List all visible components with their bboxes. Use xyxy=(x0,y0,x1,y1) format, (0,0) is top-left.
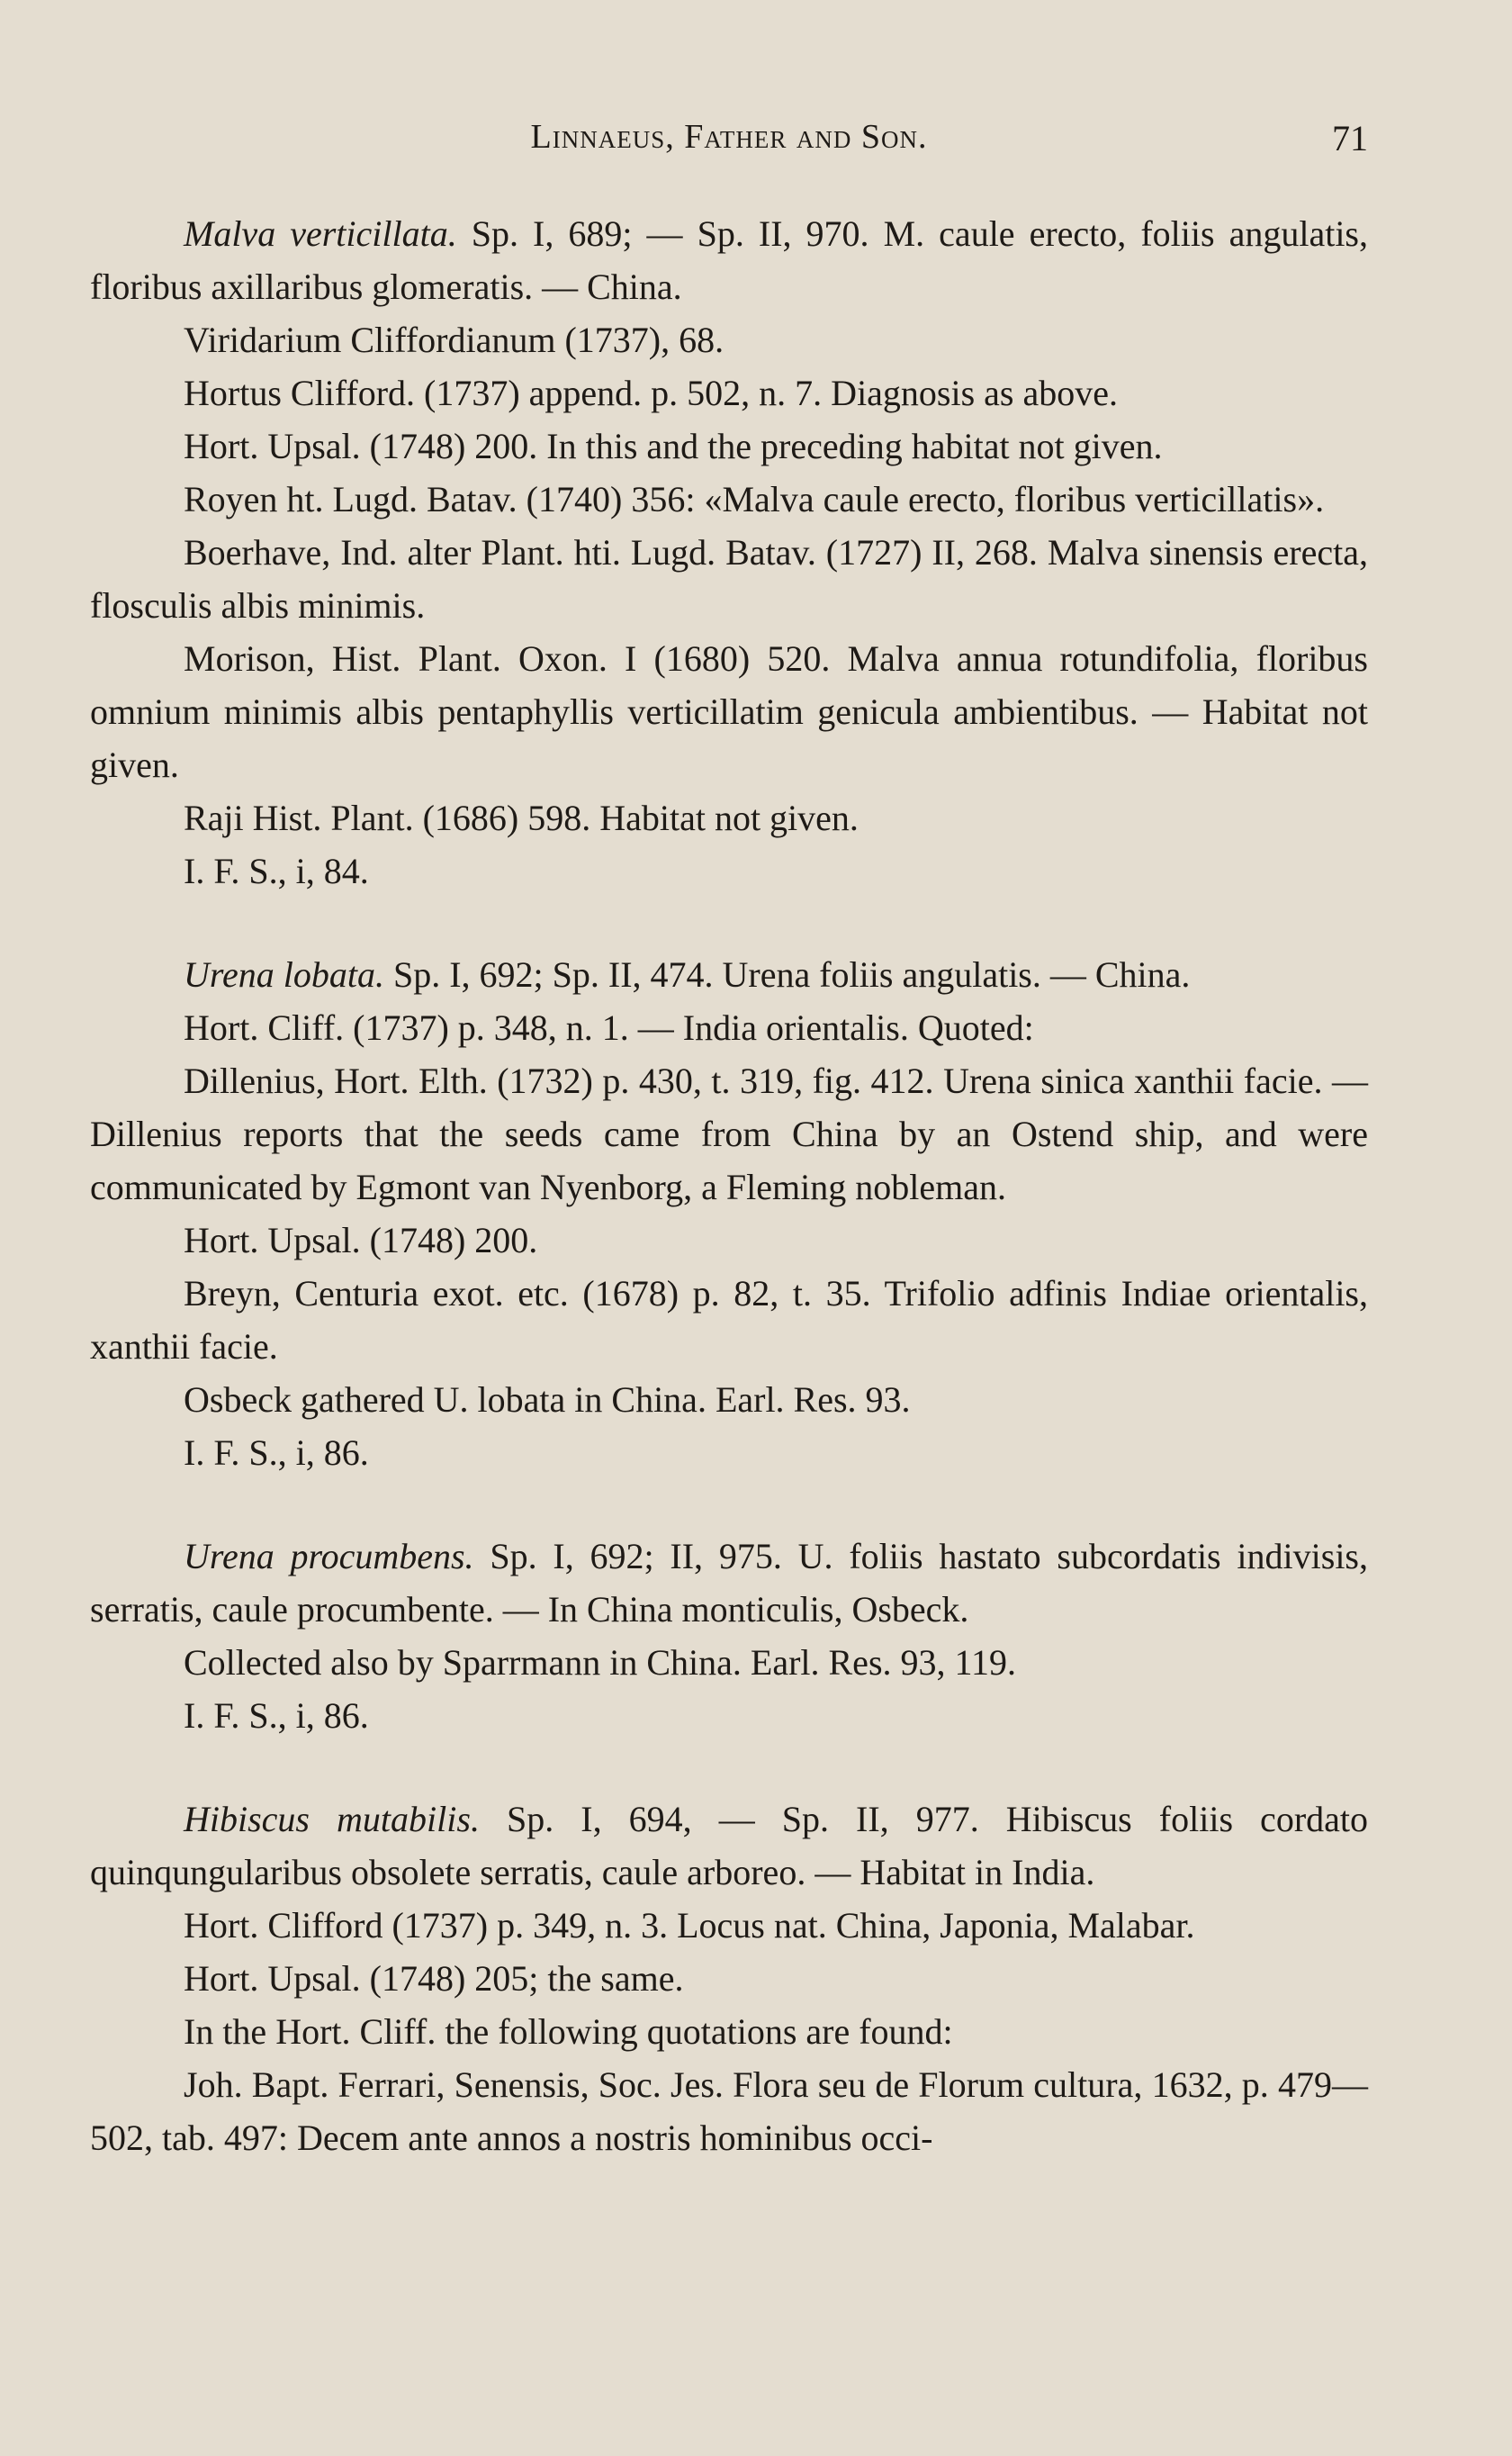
entry-urena-lobata xyxy=(90,948,1368,1479)
species-name: Hibiscus mutabilis. xyxy=(184,1799,480,1839)
entry-paragraph: I. F. S., i, 86. xyxy=(184,1432,369,1473)
page-body xyxy=(90,207,1368,2164)
page-header xyxy=(90,117,1368,171)
entry-paragraph xyxy=(90,1530,1368,1636)
entry-paragraph: Royen ht. Lugd. Batav. (1740) 356: «Malva caule erecto, floribus verticillatis». xyxy=(184,479,1325,519)
entry-hibiscus-mutabilis xyxy=(90,1792,1368,2164)
entry-paragraph: Hort. Upsal. (1748) 205; the same. xyxy=(184,1958,684,1999)
entry-paragraph xyxy=(90,1792,1368,1899)
entry-paragraph: In the Hort. Cliff. the following quotations are found: xyxy=(184,2011,953,2052)
species-name: Urena procumbens. xyxy=(184,1536,474,1576)
entry-paragraph: Morison, Hist. Plant. Oxon. I (1680) 520. Malva annua rotundifolia, floribus omnium minimis albis pentaphyllis verticillatim genicula ambientibus. — Habitat not given. xyxy=(90,638,1368,785)
entry-text: Sp. I, 692; II, 975. U. foliis hastato subcordatis indivisis, serratis, caule procumbente. — In China monticulis, Osbeck. xyxy=(90,1536,1368,1630)
entry-paragraph: Hortus Clifford. (1737) append. p. 502, n. 7. Diagnosis as above. xyxy=(184,373,1119,413)
entry-paragraph: Hort. Clifford (1737) p. 349, n. 3. Locus nat. China, Japonia, Malabar. xyxy=(184,1905,1195,1946)
entry-paragraph: Osbeck gathered U. lobata in China. Earl. Res. 93. xyxy=(184,1379,911,1420)
entry-paragraph: Collected also by Sparrmann in China. Earl. Res. 93, 119. xyxy=(184,1642,1017,1683)
entry-paragraph: Joh. Bapt. Ferrari, Senensis, Soc. Jes. Flora seu de Florum cultura, 1632, p. 479—502, tab. 497: Decem ante annos a nostris hominibus occi- xyxy=(90,2064,1368,2158)
species-name: Urena lobata. xyxy=(184,954,384,995)
entry-paragraph: Hort. Upsal. (1748) 200. In this and the preceding habitat not given. xyxy=(184,426,1163,466)
entry-malva-verticillata xyxy=(90,207,1368,898)
entry-paragraph: Hort. Cliff. (1737) p. 348, n. 1. — India orientalis. Quoted: xyxy=(184,1007,1034,1048)
entry-text: Sp. I, 694, — Sp. II, 977. Hibiscus foliis cordato quinqungularibus obsolete serratis, caule arboreo. — Habitat in India. xyxy=(90,1799,1369,1892)
entry-text: Sp. I, 689; — Sp. II, 970. M. caule erecto, foliis angulatis, floribus axillaribus glomeratis. — China. xyxy=(90,213,1368,307)
species-name: Malva verticillata. xyxy=(184,213,457,254)
entry-paragraph: I. F. S., i, 84. xyxy=(184,851,369,891)
entry-urena-procumbens xyxy=(90,1530,1368,1742)
entry-text: Sp. I, 692; Sp. II, 474. Urena foliis angulatis. — China. xyxy=(383,954,1191,995)
running-title: Linnaeus, Father and Son. xyxy=(530,118,928,156)
entry-paragraph: Raji Hist. Plant. (1686) 598. Habitat not given. xyxy=(184,798,859,838)
entry-paragraph: Breyn, Centuria exot. etc. (1678) p. 82, t. 35. Trifolio adfinis Indiae orientalis, xanthii facie. xyxy=(90,1273,1368,1367)
entry-paragraph: Viridarium Cliffordianum (1737), 68. xyxy=(184,320,724,360)
page-number: 71 xyxy=(1332,118,1368,158)
entry-paragraph xyxy=(90,948,1368,1001)
entry-paragraph: Dillenius, Hort. Elth. (1732) p. 430, t. 319, fig. 412. Urena sinica xanthii facie. — Dillenius reports that the seeds came from China by an Ostend ship, and were communicated by Egmont van Nyenborg, a Fleming nobleman. xyxy=(90,1061,1368,1207)
entry-paragraph: I. F. S., i, 86. xyxy=(184,1695,369,1736)
entry-paragraph: Boerhave, Ind. alter Plant. hti. Lugd. Batav. (1727) II, 268. Malva sinensis erecta, flosculis albis minimis. xyxy=(90,532,1368,626)
entry-paragraph: Hort. Upsal. (1748) 200. xyxy=(184,1220,538,1260)
entry-paragraph xyxy=(90,207,1368,313)
